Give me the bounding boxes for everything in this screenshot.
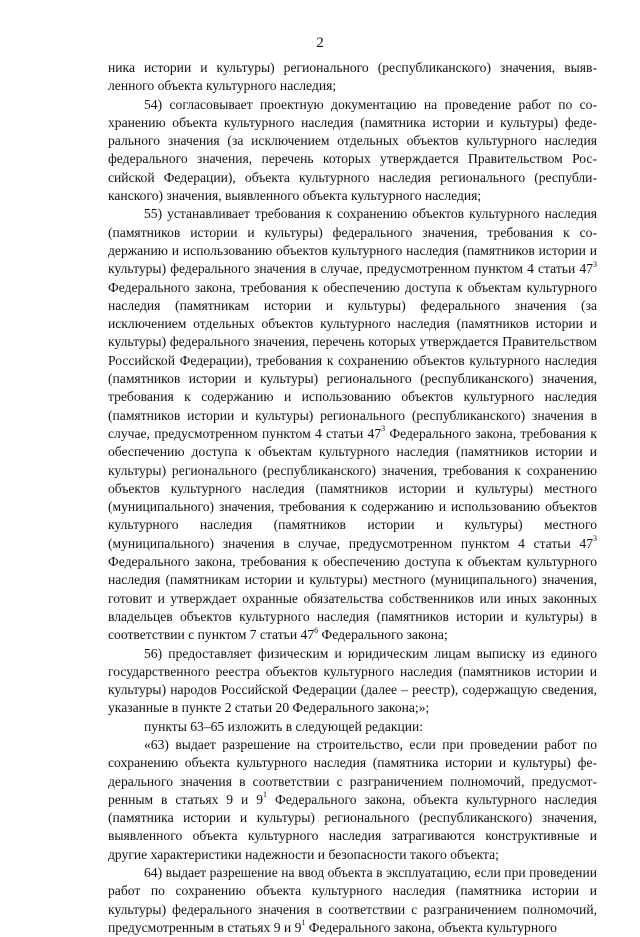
paragraph-56: 56) предоставляет физическим и юридическим лицам выписку из единого государственного реестра объектов культурного наследия (памятников истории и культуры) народов Российской Федерации (далее – реестр), содержащую сведения, указанные в пункте 2 статьи 20 Федерального закона;»; (108, 645, 597, 716)
page-number: 2 (316, 35, 324, 51)
document-body (108, 59, 597, 937)
paragraph-55: 55) устанавливает требования к сохранению объектов культурного наследия (памятников истории и культуры) федерального значения, требования к содержанию и использованию объектов культурного наследия (памятников истории и культуры) федерального значения в случае, предусмотренном пунктом 4 статьи $47^3$ Федерального закона, требования к обеспечению доступа к объектам культурного наследия (памятникам истории и культуры) федерального значения (за исключением отдельных объектов культурного наследия (памятников истории и культуры) федерального значения, перечень которых утверждается Правительством Российской Федерации), требования к сохранению объектов культурного наследия (памятников истории и культуры) регионального (республиканского) значения, требования к содержанию и использованию объектов культурного наследия (памятников истории и культуры) регионального (республиканского) значения в случае, предусмотренном пунктом 4 статьи $47^3$ Федерального закона, требования к обеспечению доступа к объектам культурного наследия (памятников истории и культуры) регионального (республиканского) значения, требования к сохранению объектов культурного наследия (памятников истории и культуры) местного (муниципального) значения, требования к содержанию и использованию объектов культурного наследия (памятников истории и культуры) местного (муниципального) значения в случае, предусмотренном пунктом 4 статьи $47^3$ Федерального закона, требования к обеспечению доступа к объектам культурного наследия (памятникам истории и культуры) местного (муниципального) значения, готовит и утверждает охранные обязательства собственников или иных законных владельцев объектов культурного наследия (памятников истории и культуры) в соответствии с пунктом 7 статьи $47^6$ Федерального закона; (108, 206, 597, 643)
paragraph-continuation: ника истории и культуры) регионального (республиканского) значения, выявленного объекта культурного наследия; (108, 60, 597, 94)
paragraph-54: 54) согласовывает проектную документацию на проведение работ по сохранению объекта культурного наследия (памятника истории и культуры) федерального значения (за исключением отдельных объектов культурного наследия федерального значения, перечень которых утверждается Правительством Российской Федерации), объекта культурного наследия регионального (республиканского) значения, выявленного объекта культурного наследия; (108, 96, 597, 204)
paragraph-items-intro: пункты 63–65 изложить в следующей редакции: (144, 718, 424, 734)
paragraph-63: «63) выдает разрешение на строительство, если при проведении работ по сохранению объекта культурного наследия (памятника истории и культуры) федерального значения в соответствии с разграничением полномочий, предусмотренным в статьях 9 и $9^1$ Федерального закона, объекта культурного наследия (памятника истории и культуры) регионального (республиканского) значения, выявленного объекта культурного наследия затрагиваются конструктивные и другие характеристики надежности и безопасности такого объекта; (108, 736, 598, 862)
paragraph-64: 64) выдает разрешение на ввод объекта в эксплуатацию, если при проведении работ по сохранению объекта культурного наследия (памятника истории и культуры) федерального значения в соответствии с разграничением полномочий, предусмотренным в статьях 9 и $9^1$ Федерального закона, объекта культурного (108, 865, 597, 935)
